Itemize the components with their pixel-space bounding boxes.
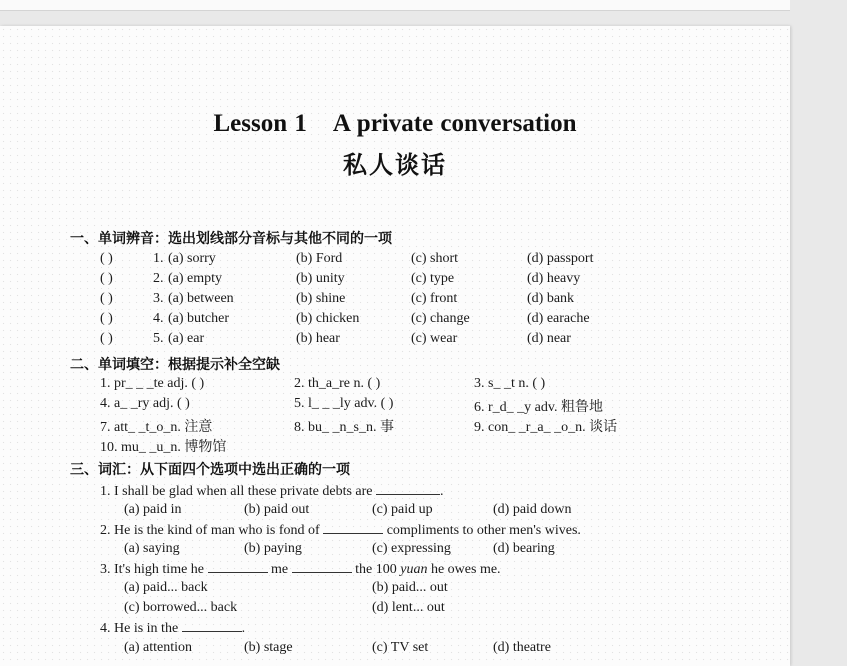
option-c: (c) wear xyxy=(411,331,458,346)
option-d: (d) passport xyxy=(527,251,594,266)
q1-option-c: (c) paid up xyxy=(372,502,433,517)
option-b: (b) chicken xyxy=(296,311,360,326)
q4-option-a: (a) attention xyxy=(124,640,193,655)
q3-option-b: (b) paid... out xyxy=(372,580,448,595)
q4-option-c: (c) TV set xyxy=(372,640,429,655)
answer-blank xyxy=(182,620,242,632)
question-number: 1. xyxy=(153,251,164,266)
option-a: (a) empty xyxy=(168,271,223,286)
fill-item-7: 7. att_ _t_o_n. 注意 xyxy=(100,420,213,435)
fill-item-2: 2. th_a_re n. ( ) xyxy=(294,376,381,391)
lesson-name: A private conversation xyxy=(332,110,577,137)
fill-item-3: 3. s_ _t n. ( ) xyxy=(474,376,546,391)
answer-paren: ( ) xyxy=(100,291,113,306)
question-2: 2. He is the kind of man who is fond of compliments to other men's wives. xyxy=(100,523,581,538)
q1-option-d: (d) paid down xyxy=(493,502,572,517)
option-b: (b) shine xyxy=(296,291,346,306)
fill-item-5: 5. l_ _ _ly adv. ( ) xyxy=(294,396,394,411)
option-b: (b) Ford xyxy=(296,251,343,266)
q2-option-b: (b) paying xyxy=(244,541,302,556)
option-d: (d) heavy xyxy=(527,271,581,286)
question-number: 5. xyxy=(153,331,164,346)
option-a: (a) between xyxy=(168,291,234,306)
question-number: 3. xyxy=(153,291,164,306)
q3-option-a: (a) paid... back xyxy=(124,580,208,595)
question-number: 4. xyxy=(153,311,164,326)
answer-blank xyxy=(376,483,440,495)
answer-paren: ( ) xyxy=(100,331,113,346)
fill-item-10: 10. mu_ _u_n. 博物馆 xyxy=(100,440,227,455)
option-a: (a) sorry xyxy=(168,251,216,266)
fill-item-8: 8. bu_ _n_s_n. 事 xyxy=(294,420,394,435)
option-b: (b) unity xyxy=(296,271,345,286)
lesson-title xyxy=(0,110,790,138)
section2-heading: 二、单词填空：根据提示补全空缺 xyxy=(70,357,280,373)
option-c: (c) short xyxy=(411,251,459,266)
q2-option-c: (c) expressing xyxy=(372,541,451,556)
fill-item-9: 9. con_ _r_a_ _o_n. 谈话 xyxy=(474,420,618,435)
option-c: (c) change xyxy=(411,311,470,326)
question-number: 2. xyxy=(153,271,164,286)
q3-option-d: (d) lent... out xyxy=(372,600,445,615)
q4-option-d: (d) theatre xyxy=(493,640,551,655)
lesson-number: Lesson 1 xyxy=(213,110,307,137)
previous-page-edge xyxy=(0,0,790,11)
answer-blank xyxy=(292,561,352,573)
option-a: (a) ear xyxy=(168,331,205,346)
option-d: (d) earache xyxy=(527,311,590,326)
question-4: 4. He is in the . xyxy=(100,621,246,636)
question-1: 1. I shall be glad when all these private debts are . xyxy=(100,484,444,499)
option-a: (a) butcher xyxy=(168,311,230,326)
answer-paren: ( ) xyxy=(100,311,113,326)
lesson-title-chinese: 私人谈话 xyxy=(343,151,447,179)
q1-option-a: (a) paid in xyxy=(124,502,182,517)
fill-item-4: 4. a_ _ry adj. ( ) xyxy=(100,396,190,411)
option-b: (b) hear xyxy=(296,331,340,346)
q1-option-b: (b) paid out xyxy=(244,502,310,517)
section3-heading: 三、词汇：从下面四个选项中选出正确的一项 xyxy=(70,462,350,478)
q2-option-d: (d) bearing xyxy=(493,541,555,556)
fill-item-1: 1. pr_ _ _te adj. ( ) xyxy=(100,376,205,391)
q4-option-b: (b) stage xyxy=(244,640,293,655)
answer-blank xyxy=(208,561,268,573)
q3-option-c: (c) borrowed... back xyxy=(124,600,238,615)
q2-option-a: (a) saying xyxy=(124,541,180,556)
answer-paren: ( ) xyxy=(100,271,113,286)
question-3: 3. It's high time he me the 100 yuan he owes me. xyxy=(100,562,501,577)
section1-heading: 一、单词辨音：选出划线部分音标与其他不同的一项 xyxy=(70,231,392,247)
option-c: (c) front xyxy=(411,291,458,306)
option-d: (d) near xyxy=(527,331,571,346)
option-d: (d) bank xyxy=(527,291,575,306)
fill-item-6: 6. r_d_ _y adv. 粗鲁地 xyxy=(474,400,603,415)
answer-paren: ( ) xyxy=(100,251,113,266)
answer-blank xyxy=(323,522,383,534)
option-c: (c) type xyxy=(411,271,455,286)
